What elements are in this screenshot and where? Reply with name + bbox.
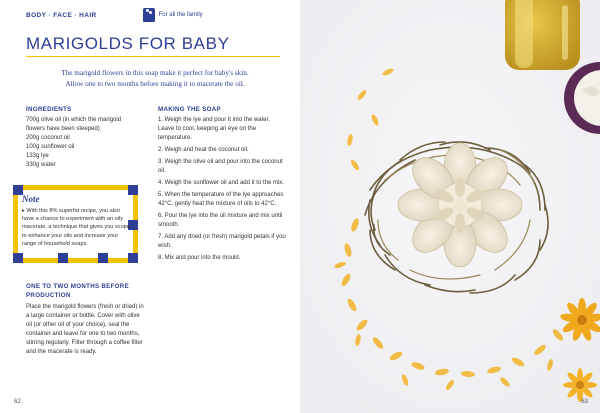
- steeping-heading: [26, 283, 148, 300]
- steeping-text: Place the marigold flowers (fresh or dried) in a large container or bottle. Cover with olive oil (or other oil of your choice), seal the container and leave for one to two months, stirring regularly. Filter through a coffee filter and the macerate is ready.: [26, 304, 144, 355]
- title-divider: [26, 56, 280, 57]
- page-title: MARIGOLDS FOR BABY: [26, 34, 230, 53]
- note-border-tile: [58, 253, 68, 263]
- note-border-tile: [98, 253, 108, 263]
- note-heading: Note: [22, 194, 40, 204]
- note-corner-tile: [128, 253, 138, 263]
- note-text: ▸ With this 8% superfat recipe, you also have a chance to experiment with an oily macerate, a technique that gives you scope to enhance your oils and increase your range of household soaps.: [22, 208, 130, 247]
- ingredient-item: flowers have been steeped): [26, 126, 100, 132]
- intro-line-1: The marigold flowers in this soap make it perfect for baby's skin.: [61, 69, 249, 77]
- intro-line-2: Allow one to two months before making it to macerate the oil.: [65, 80, 245, 88]
- method-step: 5. When the temperature of the lye approaches 42°C, gently heat the mixture of oils to 42°C.: [158, 192, 284, 207]
- note-corner-tile: [13, 253, 23, 263]
- method-step: 7. Add any dried (or fresh) marigold petals if you wish.: [158, 234, 286, 249]
- ingredient-item: 700g olive oil (in which the marigold: [26, 117, 122, 123]
- family-icon: [143, 8, 155, 22]
- intro-text: [30, 68, 280, 90]
- method-heading: MAKING THE SOAP: [158, 106, 221, 113]
- method-step: 3. Weigh the olive oil and pour into the coconut oil.: [158, 159, 283, 174]
- steeping-heading-line-1: ONE TO TWO MONTHS BEFORE: [26, 283, 129, 290]
- ingredient-item: 200g coconut oil: [26, 135, 70, 141]
- method-step: 1. Weigh the lye and pour it into the water. Leave to cool, keeping an eye on the temperature.: [158, 117, 270, 141]
- method-step: 4. Weigh the sunflower oil and add it to the mix.: [158, 180, 284, 186]
- soap-photo: [300, 0, 600, 413]
- ingredients-heading: INGREDIENTS: [26, 106, 72, 113]
- oil-bottle: [505, 0, 580, 70]
- page-header: [26, 6, 286, 24]
- method-section: [158, 106, 286, 266]
- ingredient-item: 133g lye: [26, 153, 49, 159]
- note-box: [13, 185, 138, 263]
- steeping-heading-line-2: PRODUCTION: [26, 291, 71, 299]
- note-corner-tile: [128, 185, 138, 195]
- section-tag: BODY · FACE · HAIR: [26, 11, 97, 19]
- ingredient-item: 330g water: [26, 162, 56, 168]
- page-number-right: 63: [581, 399, 588, 405]
- method-step: 2. Weigh and heat the coconut oil.: [158, 147, 249, 153]
- marigold-flower-bottom: [563, 368, 597, 402]
- ingredients-section: [26, 106, 148, 170]
- right-page-photo: [300, 0, 600, 413]
- ingredient-item: 100g sunflower oil: [26, 144, 75, 150]
- method-step: 6. Pour the lye into the oil mixture and mix until smooth.: [158, 213, 283, 228]
- family-label: For all the family: [158, 12, 203, 18]
- flower-soap: [398, 143, 522, 267]
- family-badge: [143, 8, 203, 22]
- method-step: 8. Mix and pour into the mould.: [158, 255, 241, 261]
- page-number-left: 62: [14, 399, 21, 405]
